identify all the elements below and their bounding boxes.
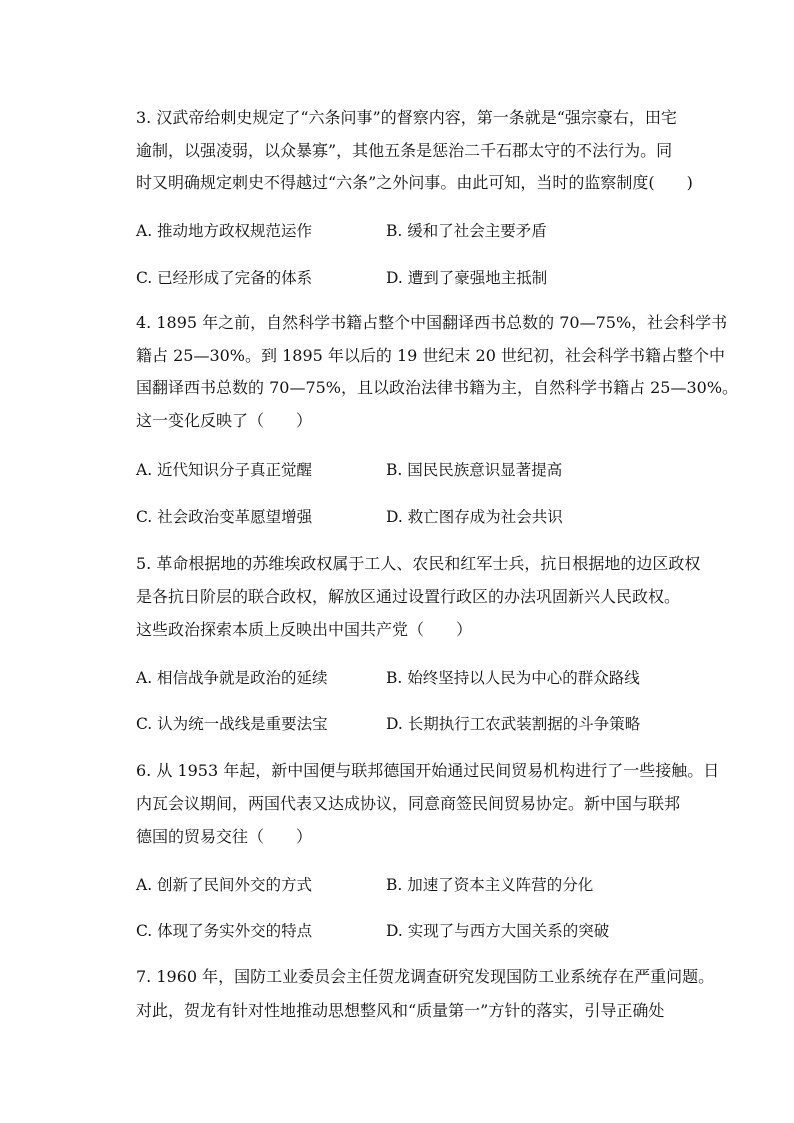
question-6-line-1: 6. 从 1953 年起，新中国便与联邦德国开始通过民间贸易机构进行了一些接触。日 (136, 761, 720, 780)
question-5-line-1: 5. 革命根据地的苏维埃政权属于工人、农民和红军士兵，抗日根据地的边区政权 (136, 554, 701, 573)
question-5-option-a[interactable]: A. 相信战争就是政治的延续 (136, 669, 328, 687)
question-7-line-2: 对此，贺龙有针对性地推动思想整风和“质量第一”方针的落实，引导正确处 (136, 1001, 665, 1020)
question-3-option-a[interactable]: A. 推动地方政权规范运作 (136, 222, 313, 240)
question-5-option-b[interactable]: B. 始终坚持以人民为中心的群众路线 (386, 669, 640, 687)
question-6-line-3: 德国的贸易交往（ ） (136, 827, 313, 846)
question-3-line-1: 3. 汉武帝给刺史规定了“六条问事”的督察内容，第一条就是“强宗豪右，田宅 (136, 108, 677, 127)
question-3-option-b[interactable]: B. 缓和了社会主要矛盾 (386, 222, 547, 240)
question-4-option-c[interactable]: C. 社会政治变革愿望增强 (136, 508, 313, 526)
question-3-option-c[interactable]: C. 已经形成了完备的体系 (136, 269, 313, 287)
question-4-line-2: 籍占 25—30%。到 1895 年以后的 19 世纪末 20 世纪初，社会科学书籍占整个中 (136, 346, 725, 365)
question-4-option-d[interactable]: D. 救亡图存成为社会共识 (386, 508, 563, 526)
question-6-option-b[interactable]: B. 加速了资本主义阵营的分化 (386, 876, 594, 894)
question-4-option-a[interactable]: A. 近代知识分子真正觉醒 (136, 461, 313, 479)
question-5-option-d[interactable]: D. 长期执行工农武装割据的斗争策略 (386, 715, 641, 733)
question-4-option-b[interactable]: B. 国民民族意识显著提高 (386, 461, 563, 479)
question-5-line-2: 是各抗日阶层的联合政权，解放区通过设置行政区的办法巩固新兴人民政权。 (136, 587, 681, 606)
question-4-line-1: 4. 1895 年之前，自然科学书籍占整个中国翻译西书总数的 70—75%，社会科学书 (136, 313, 728, 332)
question-3-line-3: 时又明确规定刺史不得越过“六条”之外问事。由此可知，当时的监察制度( ) (136, 173, 693, 192)
question-4-line-3: 国翻译西书总数的 70—75%，且以政治法律书籍为主，自然科学书籍占 25—30%。 (136, 378, 739, 397)
question-5-option-c[interactable]: C. 认为统一战线是重要法宝 (136, 715, 328, 733)
question-5-line-3: 这些政治探索本质上反映出中国共产党（ ） (136, 620, 473, 639)
question-3-option-d[interactable]: D. 遭到了豪强地主抵制 (386, 269, 548, 287)
question-6-option-d[interactable]: D. 实现了与西方大国关系的突破 (386, 922, 610, 940)
question-4-line-4: 这一变化反映了（ ） (136, 411, 313, 430)
question-6-option-a[interactable]: A. 创新了民间外交的方式 (136, 876, 313, 894)
question-7-line-1: 7. 1960 年，国防工业委员会主任贺龙调查研究发现国防工业系统存在严重问题。 (136, 967, 715, 986)
question-6-line-2: 内瓦会议期间，两国代表又达成协议，同意商签民间贸易协定。新中国与联邦 (136, 794, 681, 813)
question-3-line-2: 逾制，以强凌弱，以众暴寡”，其他五条是惩治二千石郡太守的不法行为。同 (136, 141, 673, 160)
question-6-option-c[interactable]: C. 体现了务实外交的特点 (136, 922, 313, 940)
